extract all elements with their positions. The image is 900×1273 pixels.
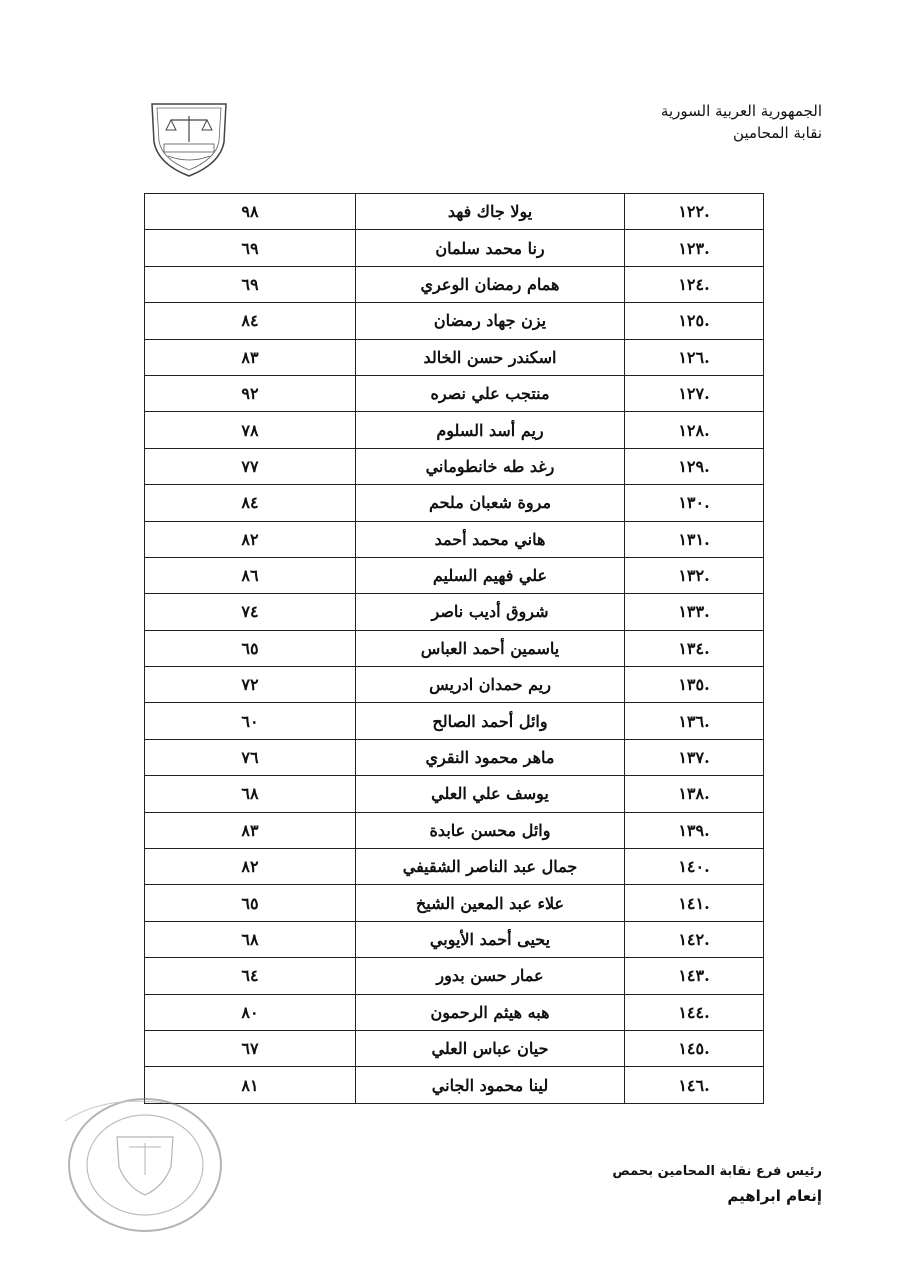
table-row	[145, 339, 764, 375]
row-number: .١٣٨	[625, 776, 764, 812]
table-row	[145, 739, 764, 775]
candidate-name: يزن جهاد رمضان	[356, 303, 625, 339]
table-row	[145, 703, 764, 739]
candidate-score: ٦٧	[145, 1030, 356, 1066]
candidate-name: لينا محمود الجاني	[356, 1067, 625, 1103]
candidate-score: ٧٧	[145, 448, 356, 484]
table-row	[145, 594, 764, 630]
row-number: .١٢٨	[625, 412, 764, 448]
row-number: .١٤١	[625, 885, 764, 921]
row-number: .١٤٤	[625, 994, 764, 1030]
candidate-name: همام رمضان الوعري	[356, 266, 625, 302]
table-row	[145, 776, 764, 812]
bar-association-logo	[146, 98, 232, 178]
table-row	[145, 557, 764, 593]
table-row	[145, 412, 764, 448]
candidate-name: مروة شعبان ملحم	[356, 485, 625, 521]
row-number: .١٢٥	[625, 303, 764, 339]
signature-title: رئيس فرع نقابة المحامين بحمص	[612, 1164, 822, 1179]
row-number: .١٤٥	[625, 1030, 764, 1066]
results-table	[144, 193, 764, 1104]
candidate-name: هاني محمد أحمد	[356, 521, 625, 557]
table-row	[145, 1030, 764, 1066]
candidate-score: ٧٤	[145, 594, 356, 630]
candidate-name: ماهر محمود النقري	[356, 739, 625, 775]
candidate-name: اسكندر حسن الخالد	[356, 339, 625, 375]
candidate-name: رغد طه خانطوماني	[356, 448, 625, 484]
candidate-name: عمار حسن بدور	[356, 958, 625, 994]
table-row	[145, 849, 764, 885]
row-number: .١٣١	[625, 521, 764, 557]
candidate-score: ٩٢	[145, 375, 356, 411]
row-number: .١٣٦	[625, 703, 764, 739]
table-row	[145, 630, 764, 666]
row-number: .١٣٩	[625, 812, 764, 848]
candidate-name: ريم حمدان ادريس	[356, 667, 625, 703]
candidate-name: ريم أسد السلوم	[356, 412, 625, 448]
candidate-name: رنا محمد سلمان	[356, 230, 625, 266]
candidate-score: ٧٨	[145, 412, 356, 448]
signature-block	[612, 1160, 822, 1208]
row-number: .١٤٣	[625, 958, 764, 994]
row-number: .١٢٧	[625, 375, 764, 411]
row-number: .١٤٢	[625, 921, 764, 957]
candidate-name: هبه هيثم الرحمون	[356, 994, 625, 1030]
candidate-score: ٨٠	[145, 994, 356, 1030]
candidate-score: ٩٨	[145, 194, 356, 230]
table-row	[145, 958, 764, 994]
row-number: .١٣٤	[625, 630, 764, 666]
candidate-name: حيان عباس العلي	[356, 1030, 625, 1066]
candidate-score: ٦٥	[145, 885, 356, 921]
table-row	[145, 448, 764, 484]
candidate-score: ٦٩	[145, 230, 356, 266]
candidate-score: ٦٠	[145, 703, 356, 739]
candidate-score: ٦٨	[145, 921, 356, 957]
table-row	[145, 994, 764, 1030]
row-number: .١٢٢	[625, 194, 764, 230]
letterhead	[661, 100, 822, 144]
row-number: .١٣٠	[625, 485, 764, 521]
candidate-score: ٦٤	[145, 958, 356, 994]
candidate-name: منتجب علي نصره	[356, 375, 625, 411]
candidate-score: ٨٤	[145, 303, 356, 339]
candidate-name: علاء عبد المعين الشيخ	[356, 885, 625, 921]
candidate-score: ٨٦	[145, 557, 356, 593]
candidate-score: ٨٢	[145, 849, 356, 885]
candidate-name: وائل محسن عابدة	[356, 812, 625, 848]
table-row	[145, 303, 764, 339]
official-stamp	[45, 1085, 225, 1235]
candidate-score: ٧٦	[145, 739, 356, 775]
signature-name: إنعام ابراهيم	[727, 1187, 822, 1205]
table-row	[145, 921, 764, 957]
row-number: .١٢٣	[625, 230, 764, 266]
candidate-name: علي فهيم السليم	[356, 557, 625, 593]
row-number: .١٣٥	[625, 667, 764, 703]
row-number: .١٢٦	[625, 339, 764, 375]
table-row	[145, 375, 764, 411]
table-row	[145, 194, 764, 230]
organization-name: نقابة المحامين	[733, 124, 822, 142]
row-number: .١٣٧	[625, 739, 764, 775]
candidate-name: ياسمين أحمد العباس	[356, 630, 625, 666]
candidate-score: ٦٩	[145, 266, 356, 302]
row-number: .١٤٠	[625, 849, 764, 885]
candidate-score: ٦٨	[145, 776, 356, 812]
candidate-score: ٨٤	[145, 485, 356, 521]
candidate-score: ٨٣	[145, 812, 356, 848]
row-number: .١٣٢	[625, 557, 764, 593]
table-row	[145, 266, 764, 302]
table-row	[145, 485, 764, 521]
table-row	[145, 885, 764, 921]
row-number: .١٤٦	[625, 1067, 764, 1103]
candidate-score: ٨٣	[145, 339, 356, 375]
candidate-score: ٧٢	[145, 667, 356, 703]
row-number: .١٢٤	[625, 266, 764, 302]
candidate-name: يولا جاك فهد	[356, 194, 625, 230]
candidate-score: ٨١	[145, 1067, 356, 1103]
candidate-name: يوسف علي العلي	[356, 776, 625, 812]
table-row	[145, 1067, 764, 1103]
candidate-name: جمال عبد الناصر الشقيفي	[356, 849, 625, 885]
table-row	[145, 230, 764, 266]
candidate-name: وائل أحمد الصالح	[356, 703, 625, 739]
candidate-score: ٦٥	[145, 630, 356, 666]
table-row	[145, 812, 764, 848]
table-row	[145, 521, 764, 557]
country-name: الجمهورية العربية السورية	[660, 102, 822, 120]
candidate-name: شروق أديب ناصر	[356, 594, 625, 630]
candidate-name: يحيى أحمد الأيوبي	[356, 921, 625, 957]
row-number: .١٢٩	[625, 448, 764, 484]
row-number: .١٣٣	[625, 594, 764, 630]
table-row	[145, 667, 764, 703]
candidate-score: ٨٢	[145, 521, 356, 557]
